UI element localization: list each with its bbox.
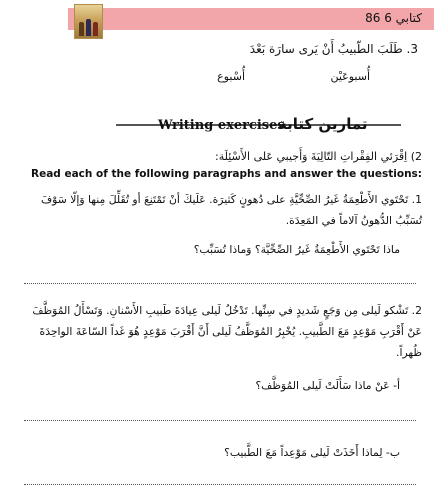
paragraph-2: 2. تَشْكو لَيلى مِن وَجَعٍ شَديدٍ في سِنِّها. تَدْخُلُ لَيلى عِيادَةَ طَبيبِ الأَسْنانِ. وَتَسْأَلُ المُوَظَّفَ عَنْ أَقْرَبِ مَوْعِدٍ مَعَ الطَّبيبِ. يُخْبِرُ المُوَظَّفُ لَيلى أَنَّ أَقْرَبَ مَوْعِدٍ هُوَ غَداً السّاعَةَ الواحِدَةَ ظُهراً. (32, 304, 422, 359)
option-one-week: أُسْبوع (217, 70, 245, 83)
paragraph-1-question: ماذا تَحْتَوي الأَطْعِمَةُ غَيرُ الصِّحِّيَّة؟ وَماذا تُسَبِّب؟ (193, 243, 400, 256)
instructions-arabic: 2) اِقْرَئي الفِقْراتِ التّالِيَةَ وَأَجيبي عَلى الأَسْئِلَة: (214, 150, 422, 163)
section-title-english: Writing exercises (158, 118, 285, 133)
answer-line-3[interactable] (24, 484, 416, 485)
question-3: 3. طَلَبَ الطّبيبُ أَنْ يَرى سارَة بَعْدَ (249, 42, 418, 56)
page-header-bar (68, 8, 434, 30)
option-two-weeks: أُسبوعَيْن (330, 70, 370, 83)
instructions-english: Read each of the following paragraphs and answer the questions: (31, 168, 423, 180)
section-title-arabic: تمارين كتابة (278, 115, 368, 133)
paragraph-1: 1. تَحْتَوي الأَطْعِمَةُ غَيرُ الصِّحِّيَّةِ على دُهونٍ كَثيرَة. عَلَيكَ أنْ تَمْتَنِعَ أو تُقَلِّلَ مِنها وَإلّا سَوْفَ تُسَبِّبُ الدُّهونُ آلاماً في المَعِدَة. (40, 193, 422, 227)
classroom-photo-icon (74, 4, 103, 39)
paragraph-2-question-b: ب- لِماذا أَخَذَتْ لَيلى مَوْعِداً مَعَ الطَّبيب؟ (224, 446, 400, 459)
page-header-title: 86 كتابي 6 (365, 11, 422, 25)
answer-line-1[interactable] (24, 283, 416, 284)
paragraph-2-question-a: أ- عَنْ ماذا سَأَلَتْ لَيلى المُوَظَّف؟ (255, 379, 400, 392)
answer-line-2[interactable] (24, 420, 416, 421)
